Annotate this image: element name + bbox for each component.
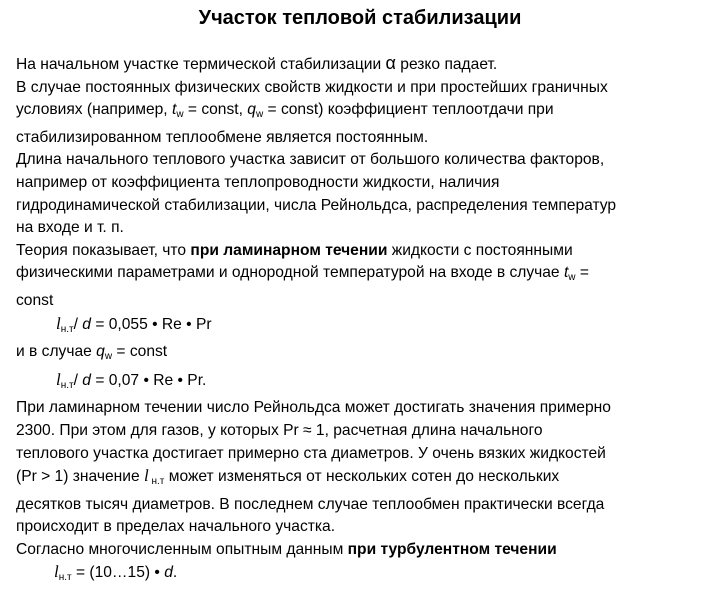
- text: жидкости с постоянными: [387, 241, 573, 259]
- text: резко падает.: [395, 56, 498, 73]
- text-line: [16, 52, 706, 77]
- text: может изменяться от нескольких сотен до нескольких: [164, 468, 560, 486]
- text: /: [73, 315, 83, 333]
- text: и в случае: [16, 343, 97, 361]
- text-line: [16, 341, 706, 369]
- text-line: В случае постоянных физических свойств жидкости и при простейших граничных: [16, 78, 608, 96]
- text-line: стабилизированном теплообмене является постоянным.: [16, 128, 429, 146]
- text-line: [16, 240, 706, 263]
- text: = 0,055 • Re • Pr: [90, 315, 212, 333]
- formula-turbulent: [16, 561, 706, 590]
- slide-body: [16, 52, 706, 590]
- formula-laminar-tw: [16, 313, 706, 342]
- subscript: w: [255, 109, 264, 121]
- bold-text: при турбулентном течении: [347, 540, 557, 558]
- bold-text: при ламинарном течении: [190, 241, 388, 259]
- text-line: [16, 262, 706, 290]
- text-line: десятков тысяч диаметров. В последнем случае теплообмен практически всегда: [16, 495, 605, 513]
- text-line: Длина начального теплового участка зависит от большого количества факторов,: [16, 151, 605, 169]
- text: На начальном участке термической стабилизации: [16, 56, 386, 73]
- var-d: d: [82, 315, 91, 333]
- text: = 0,07 • Re • Pr.: [90, 371, 207, 389]
- subscript: w: [568, 272, 576, 284]
- alpha-symbol: α: [385, 53, 396, 73]
- text: Теория показывает, что: [16, 241, 191, 259]
- text-line: происходит в пределах начального участка.: [16, 518, 336, 536]
- text: /: [73, 371, 83, 389]
- text-line: При ламинарном течении число Рейнольдса может достигать значения примерно: [16, 399, 611, 417]
- var-d: d: [82, 371, 91, 389]
- text: физическими параметрами и однородной температурой на входе в случае: [16, 264, 564, 282]
- text-line: например от коэффициента теплопроводности жидкости, наличия: [16, 173, 500, 191]
- var-l: l: [56, 369, 61, 389]
- text: =: [575, 264, 589, 282]
- var-q: q: [247, 101, 256, 119]
- text-line: 2300. При этом для газов, у которых Pr ≈ 1, расчетная длина начального: [16, 421, 543, 439]
- text-line: гидродинамической стабилизации, числа Рейнольдса, распределения температур: [16, 196, 617, 214]
- text-line: на входе и т. п.: [16, 219, 124, 237]
- var-l: l: [143, 466, 149, 486]
- text: условиях (например,: [16, 101, 172, 119]
- text: = const) коэффициент теплоотдачи при: [263, 101, 554, 119]
- subscript: w: [104, 351, 113, 363]
- text: (Pr > 1) значение: [16, 468, 144, 486]
- text: = const: [112, 343, 168, 361]
- subscript: н.т: [148, 476, 165, 488]
- text: = (10…15) •: [71, 564, 165, 582]
- subscript: н.т: [58, 572, 72, 584]
- text: .: [172, 564, 178, 582]
- var-q: q: [96, 343, 105, 361]
- subscript: н.т: [60, 379, 74, 391]
- subscript: н.т: [60, 323, 74, 335]
- text-line: теплового участка достигает примерно ста диаметров. У очень вязких жидкостей: [16, 444, 606, 462]
- var-t: t: [563, 264, 569, 282]
- text-line: [16, 539, 706, 562]
- var-t: t: [171, 101, 177, 119]
- var-l: l: [56, 313, 61, 333]
- text-line: [16, 99, 706, 127]
- subscript: w: [176, 109, 184, 121]
- text: Согласно многочисленным опытным данным: [16, 540, 348, 558]
- text: = const,: [183, 101, 248, 119]
- var-d: d: [164, 564, 173, 582]
- text-line: const: [16, 291, 54, 309]
- formula-laminar-qw: [16, 369, 706, 398]
- slide-title: Участок тепловой стабилизации: [198, 7, 522, 29]
- var-l: l: [54, 562, 59, 582]
- text-line: [16, 465, 706, 494]
